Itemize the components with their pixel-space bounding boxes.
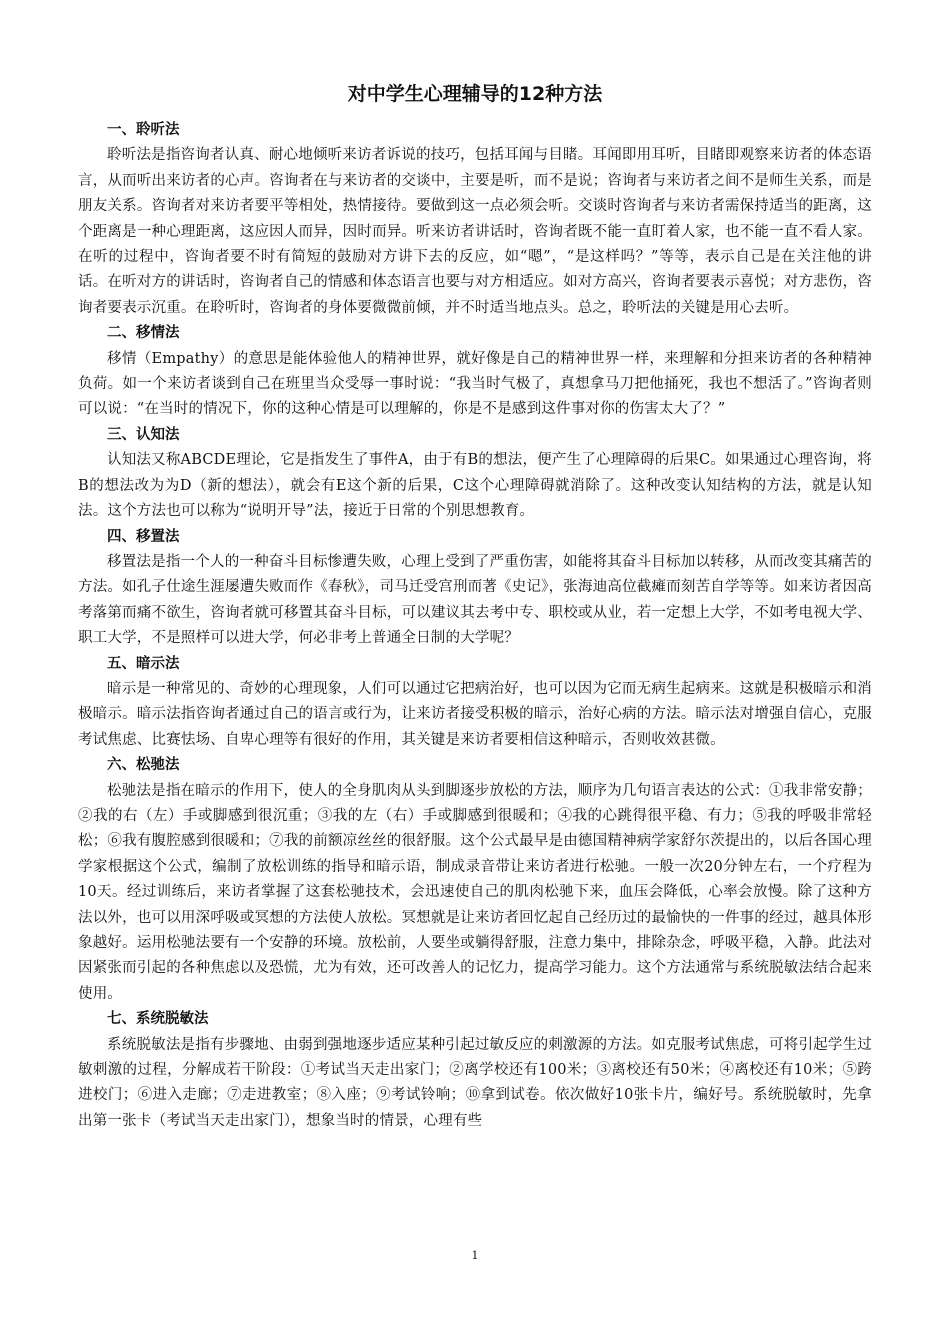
document-body [78,118,872,1134]
section-body-cognition: 认知法又称ABCDE理论，它是指发生了事件A，由于有B的想法，便产生了心理障碍的后果C。如果通过心理咨询，将B的想法改为为D（新的想法），就会有E这个新的后果，C这个心理障碍就消除了。这种改变认知结构的方法，就是认知法。这个方法也可以称为“说明开导”法，接近于日常的个别思想教育。 [78,452,872,520]
section-heading-suggestion: 五、暗示法 [107,655,180,672]
page-number: 1 [471,1249,479,1262]
section-heading-cognition: 三、认知法 [107,426,180,443]
section-heading-empathy: 二、移情法 [107,325,180,342]
section-heading-relaxation: 六、松驰法 [107,757,180,774]
document-page [78,0,872,1344]
section-body-desensitization: 系统脱敏法是指有步骤地、由弱到强地逐步适应某种引起过敏反应的刺激源的方法。如克服考试焦虑，可将引起学生过敏刺激的过程，分解成若干阶段：①考试当天走出家门；②离学校还有100米；③离校还有50米；④离校还有10米；⑤跨进校门；⑥进入走廊；⑦走进教室；⑧入座；⑨考试铃响；⑩拿到试卷。依次做好10张卡片，编好号。系统脱敏时，先拿出第一张卡（考试当天走出家门），想象当时的情景，心理有些 [78,1036,872,1129]
section-body-empathy: 移情（Empathy）的意思是能体验他人的精神世界，就好像是自己的精神世界一样，来理解和分担来访者的各种精神负荷。如一个来访者谈到自己在班里当众受辱一事时说：“我当时气极了，真想拿马刀把他捅死，我也不想活了。”咨询者则可以说：“在当时的情况下，你的这种心情是可以理解的，你是不是感到这件事对你的伤害太大了？” [78,350,872,418]
section-body-listening: 聆听法是指咨询者认真、耐心地倾听来访者诉说的技巧，包括耳闻与目睹。耳闻即用耳听，目睹即观察来访者的体态语言，从而听出来访者的心声。咨询者在与来访者的交谈中，主要是听，而不是说；咨询者与来访者之间不是师生关系，而是朋友关系。咨询者对来访者要平等相处，热情接待。要做到这一点必须会听。交谈时咨询者与来访者需保持适当的距离，这个距离是一种心理距离，这应因人而异，因时而异。听来访者讲话时，咨询者既不能一直盯着人家，也不能一直不看人家。在听的过程中，咨询者要不时有简短的鼓励对方讲下去的反应，如“嗯”，“是这样吗？”等等，表示自己是在关注他的讲话。在听对方的讲话时，咨询者自己的情感和体态语言也要与对方相适应。如对方高兴，咨询者要表示喜悦；对方悲伤，咨询者要表示沉重。在聆听时，咨询者的身体要微微前倾，并不时适当地点头。总之，聆听法的关键是用心去听。 [78,147,872,316]
section-body-displacement: 移置法是指一个人的一种奋斗目标惨遭失败，心理上受到了严重伤害，如能将其奋斗目标加以转移，从而改变其痛苦的方法。如孔子仕途生涯屡遭失败而作《春秋》，司马迁受宫刑而著《史记》，张海迪高位截瘫而刻苦自学等等。如来访者因高考落第而痛不欲生，咨询者就可移置其奋斗目标，可以建议其去考中专、职校或从业，若一定想上大学，不如考电视大学、职工大学，不是照样可以进大学，何必非考上普通全日制的大学呢？ [78,553,872,647]
section-heading-listening: 一、聆听法 [107,122,180,138]
section-body-relaxation: 松驰法是指在暗示的作用下，使人的全身肌肉从头到脚逐步放松的方法，顺序为几句语言表达的公式：①我非常安静；②我的右（左）手或脚感到很沉重；③我的左（右）手或脚感到很暖和；④我的心跳得很平稳、有力；⑤我的呼吸非常轻松；⑥我有腹腔感到很暖和；⑦我的前额凉丝丝的很舒服。这个公式最早是由德国精神病学家舒尔茨提出的，以后各国心理学家根据这个公式，编制了放松训练的指导和暗示语，制成录音带让来访者进行松驰。一般一次20分钟左右，一个疗程为10天。经过训练后，来访者掌握了这套松驰技术，会迅速使自己的肌肉松驰下来，血压会降低，心率会放慢。除了这种方法以外，也可以用深呼吸或冥想的方法使人放松。冥想就是让来访者回忆起自己经历过的最愉快的一件事的经过，越具体形象越好。运用松驰法要有一个安静的环境。放松前，人要坐或躺得舒服，注意力集中，排除杂念，呼吸平稳，入静。此法对因紧张而引起的各种焦虑以及恐慌，尤为有效，还可改善人的记忆力，提高学习能力。这个方法通常与系统脱敏法结合起来使用。 [78,782,872,1002]
section-heading-displacement: 四、移置法 [107,528,180,545]
document-title: 对中学生心理辅导的12种方法 [347,83,603,105]
section-heading-desensitization: 七、系统脱敏法 [107,1011,209,1028]
section-body-suggestion: 暗示是一种常见的、奇妙的心理现象，人们可以通过它把病治好，也可以因为它而无病生起病来。这就是积极暗示和消极暗示。暗示法指咨询者通过自己的语言或行为，让来访者接受积极的暗示，治好心病的方法。暗示法对增强自信心，克服考试焦虑、比赛怯场、自卑心理等有很好的作用，其关键是来访者要相信这种暗示，否则收效甚微。 [78,680,872,748]
